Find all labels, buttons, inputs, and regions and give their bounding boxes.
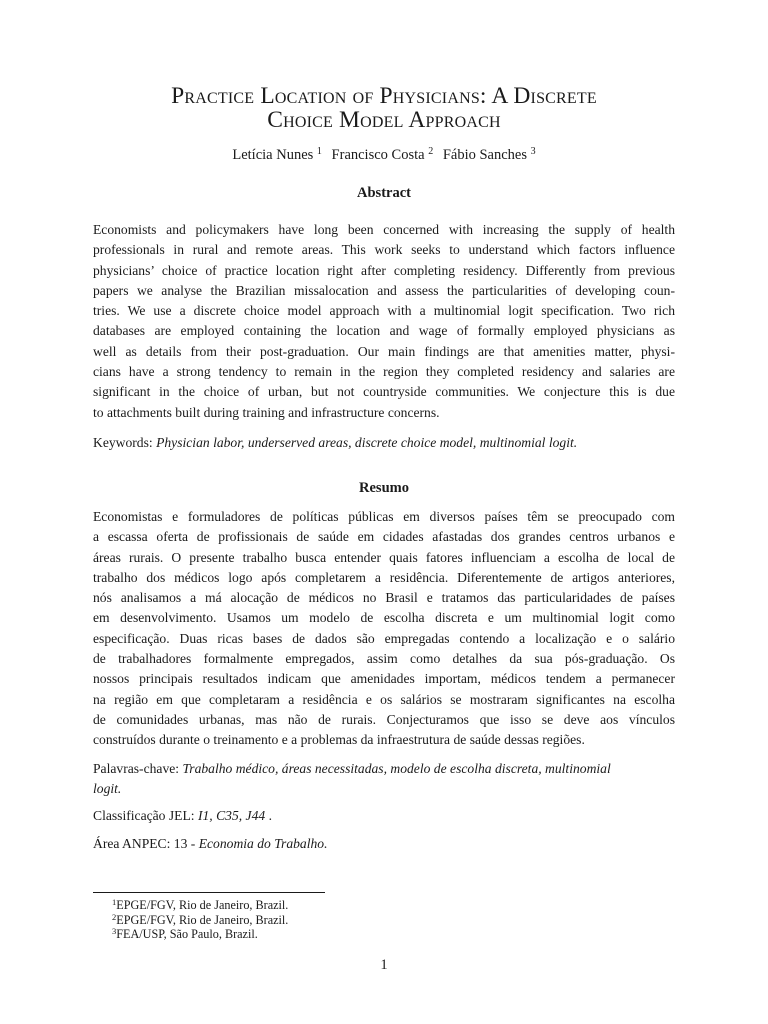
resumo-line: nós analisamos a má alocação de médicos no Brasil e tratamos das particularidades de países	[93, 590, 675, 606]
resumo-line: de trabalhadores formalmente empregados, assim como detalhes da sua pós-graduação. Os	[93, 651, 675, 667]
palavras-text-cont: logit.	[93, 781, 122, 797]
author-list	[0, 146, 768, 164]
keywords-label: Keywords:	[93, 435, 153, 450]
abstract-line: tries. We use a discrete choice model approach with a multinomial logit specification. Two rich	[93, 303, 675, 319]
title-line-1: Practice Location of Physicians: A Discrete	[171, 83, 597, 109]
jel-suffix: .	[265, 808, 272, 823]
resumo-line: Economistas e formuladores de políticas públicas em diversos países têm se preocupado com	[93, 509, 675, 524]
keywords-text: Physician labor, underserved areas, discrete choice model, multinomial logit.	[156, 435, 578, 450]
resumo-body	[93, 507, 675, 751]
resumo-heading: Resumo	[359, 480, 409, 496]
footnote-2-mark: 2	[112, 912, 117, 922]
palavras-label: Palavras-chave:	[93, 761, 180, 776]
keywords	[93, 433, 675, 453]
abstract-line: to attachments built during training and infrastructure concerns.	[93, 404, 440, 420]
abstract-heading: Abstract	[357, 185, 411, 201]
resumo-line: na região em que completaram a residência e os salários se mostraram significantes na escolha	[93, 691, 675, 707]
footnote-1-text: EPGE/FGV, Rio de Janeiro, Brazil.	[116, 898, 289, 912]
resumo-line: a escassa oferta de profissionais de saúde em cidades afastadas dos grandes centros urbanos e	[93, 529, 675, 545]
anpec-area	[93, 834, 675, 854]
author-2-mark: 2	[428, 146, 434, 157]
footnote-2-text: EPGE/FGV, Rio de Janeiro, Brazil.	[116, 913, 289, 927]
abstract-line: significant in the choice of urban, but not countryside communities. We conjecture this is due	[93, 384, 675, 400]
author-1: Letícia Nunes $^1$	[232, 146, 322, 163]
author-1-mark: 1	[316, 146, 322, 157]
abstract-line: cians have a strong tendency to remain in the region they completed residency and salaries are	[93, 364, 675, 380]
jel-codes: I1, C35, J44	[197, 808, 266, 823]
anpec-area-name: Economia do Trabalho.	[198, 836, 328, 851]
abstract-line: Economists and policymakers have long been concerned with increasing the supply of health	[93, 222, 675, 237]
footnote-3-mark: 3	[112, 926, 117, 936]
author-3-mark: 3	[530, 146, 536, 157]
title-line-2: Choice Model Approach	[267, 107, 501, 133]
resumo-line: nossos principais resultados indicam que amenidades importam, médicos tendem a permanecer	[93, 671, 675, 687]
author-3: Fábio Sanches $^3$	[442, 146, 536, 163]
page-number: 1	[380, 957, 388, 973]
abstract-body	[93, 220, 675, 423]
resumo-line: áreas rurais. O presente trabalho busca entender quais fatores influenciam a escolha de local de	[93, 549, 675, 565]
abstract-line: papers we analyse the Brazilian missalocation and assess the particularities of developing coun-	[93, 282, 675, 298]
paper-title	[60, 84, 708, 132]
abstract-line: professionals in rural and remote areas. This work seeks to understand which factors influence	[93, 242, 675, 258]
abstract-line: databases are employed containing the location and wage of formally employed physicians as	[93, 323, 675, 339]
footnote-rule	[93, 892, 325, 893]
resumo-line: construídos durante o treinamento e a problemas da infraestrutura de saúde dessas regiões.	[93, 732, 585, 748]
abstract-line: physicians’ choice of practice location right after completing residency. Differently from previous	[93, 262, 675, 278]
anpec-label: Área ANPEC: 13 -	[93, 836, 199, 851]
author-2: Francisco Costa $^2$	[331, 146, 434, 163]
resumo-line: em desenvolvimento. Usamos um modelo de escolha discreta e um multinomial logit como	[93, 610, 675, 626]
footnote-3	[112, 924, 258, 942]
footnote-1-mark: 1	[112, 897, 117, 907]
resumo-line: de comunidades urbanas, mas não de rurais. Conjecturamos que isso se deve aos vínculos	[93, 711, 675, 727]
palavras-chave	[93, 759, 675, 800]
abstract-line: well as details from their post-graduation. Our main findings are that amenities matter, physi-	[93, 343, 675, 359]
footnote-3-text: FEA/USP, São Paulo, Brazil.	[116, 927, 258, 941]
resumo-line: trabalho dos médicos logo após completarem a residência. Diferentemente de artigos anteriores,	[93, 569, 675, 585]
resumo-line: especificação. Duas ricas bases de dados são empregadas contendo a localização e o salário	[93, 630, 675, 646]
palavras-text: Trabalho médico, áreas necessitadas, modelo de escolha discreta, multinomial	[182, 761, 611, 776]
jel-label: Classificação JEL:	[93, 808, 195, 823]
jel-classification	[93, 806, 675, 826]
